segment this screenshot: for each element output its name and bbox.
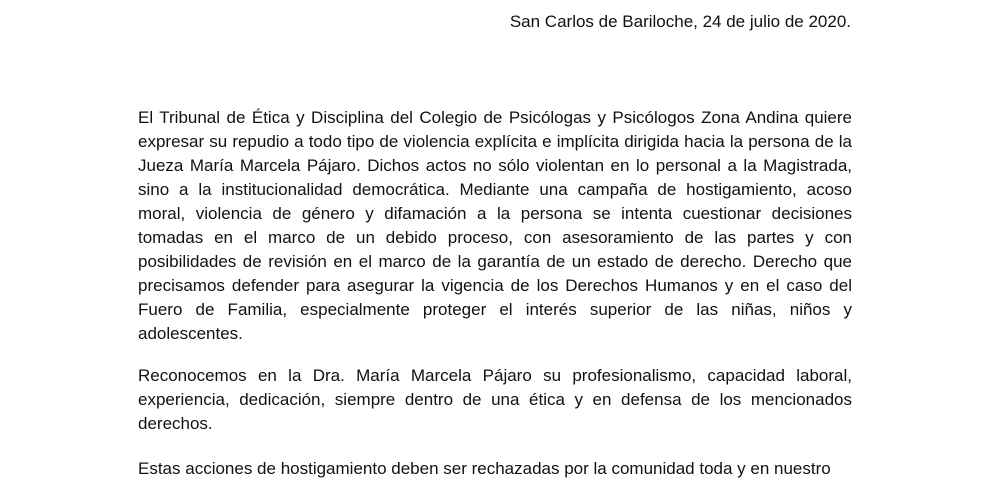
paragraph-repudio (138, 106, 852, 346)
paragraph-text: El Tribunal de Ética y Disciplina del Colegio de Psicólogas y Psicólogos Zona Andina quiere expresar su repudio a todo tipo de violencia explícita e implícita dirigida hacia la persona de la Jueza María Marcela Pájaro. Dichos actos no sólo violentan en lo personal a la Magistrada, sino a la institucionalidad democrática. Mediante una campaña de hostigamiento, acoso moral, violencia de género y difamación a la persona se intenta cuestionar decisiones tomadas en el marco de un debido proceso, con asesoramiento de las partes y con posibilidades de revisión en el marco de la garantía de un estado de derecho. Derecho que precisamos defender para asegurar la vigencia de los Derechos Humanos y en el caso del Fuero de Familia, especialmente proteger el interés superior de las niñas, niños y adolescentes. (138, 108, 852, 343)
paragraph-reconocimiento (138, 364, 852, 436)
paragraph-rechazo (138, 457, 852, 481)
paragraph-text: Estas acciones de hostigamiento deben ser rechazadas por la comunidad toda y en nuestro (138, 459, 831, 478)
paragraph-text: Reconocemos en la Dra. María Marcela Pájaro su profesionalismo, capacidad laboral, experiencia, dedicación, siempre dentro de una ética y en defensa de los mencionados derechos. (138, 366, 852, 433)
date-line: San Carlos de Bariloche, 24 de julio de 2020. (509, 12, 851, 31)
